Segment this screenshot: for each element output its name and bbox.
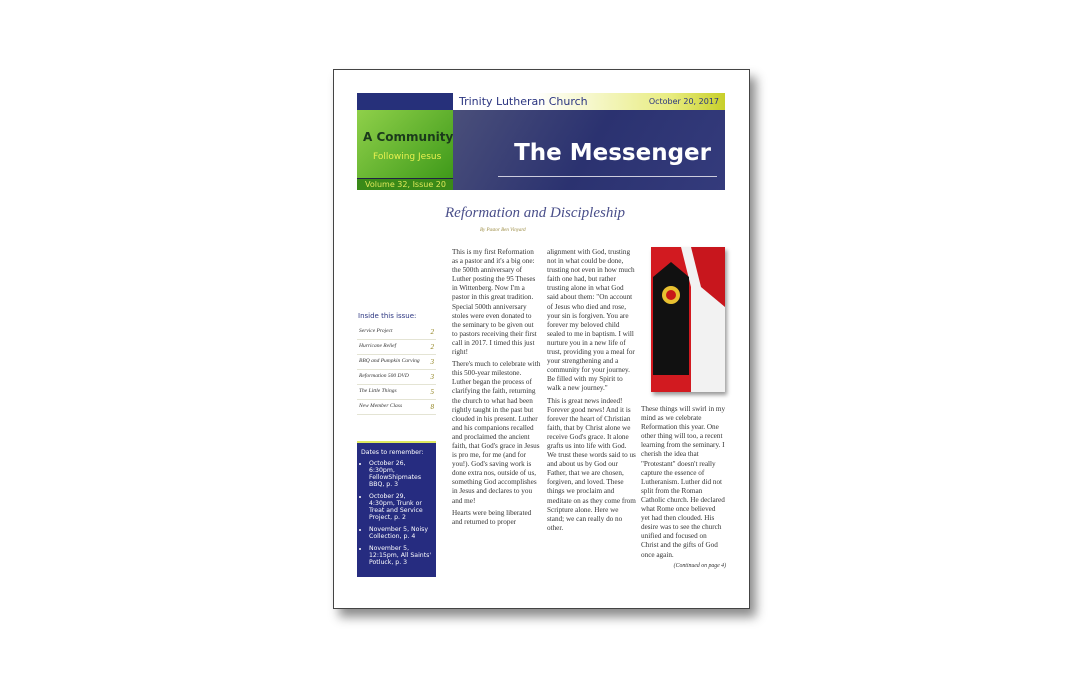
- date-item: • October 29, 4:30pm, Trunk or Treat and Service Project, p. 2: [369, 493, 432, 521]
- masthead-photo: [453, 110, 725, 190]
- toc-page: 3: [428, 355, 436, 370]
- stole-image: [651, 247, 725, 392]
- date-item: • November 5, 12:15pm, All Saints' Potluck, p. 3: [369, 545, 432, 566]
- article-column-3: [641, 405, 726, 569]
- toc-row[interactable]: [357, 370, 436, 385]
- community-logo: [357, 110, 453, 178]
- date-item: • October 26, 6:30pm, FellowShipmates BBQ, p. 3: [369, 460, 432, 488]
- dates-box: [357, 441, 436, 577]
- toc-page: 3: [428, 370, 436, 385]
- dates-title: Dates to remember:: [361, 449, 424, 456]
- toc-page: 5: [428, 385, 436, 400]
- masthead-corner: [357, 93, 453, 110]
- article-column-2: [547, 248, 636, 536]
- community-text: A Community: [363, 130, 454, 144]
- paragraph: There's much to celebrate with this 500-year milestone. Luther began the process of clarifying the faith, returning the church to what had been rightly taught in the past but clouded in his present. Luther and his companions recalled and proclaimed the ancient faith, that God's grace in Jesus is pro me, for me (and for you!). God's saving work is done extra nos, outside of us, something God accomplishes in Jesus and declares to you and me!: [452, 360, 541, 505]
- inside-title: Inside this issue:: [358, 312, 417, 320]
- toc-table: [357, 325, 436, 415]
- toc-page: 2: [428, 340, 436, 355]
- article-column-1: [452, 248, 541, 530]
- toc-title: Hurricane Relief: [357, 340, 428, 355]
- toc-page: 8: [428, 400, 436, 415]
- masthead: [357, 93, 725, 190]
- paragraph: This is my first Reformation as a pastor and it's a big one: the 500th anniversary of Luther posting the 95 Theses in Wittenberg. Now I'm a pastor in this great tradition. Special 500th anniversary stoles were even donated to the seminary to be given out to pastors receiving their first call in 2017. I timed this just right!: [452, 248, 537, 357]
- toc-row[interactable]: [357, 340, 436, 355]
- paragraph: This is great news indeed! Forever good news! And it is forever the heart of Christian faith, that by Christ alone we receive God's grace. It alone grafts us into life with God. We trust these words said to us and about us by God our Father, that we are chosen, forgiven, and loved. These things we proclaim and meditate on as they come from Scripture alone. Here we stand; we can really do no other.: [547, 396, 636, 532]
- toc-title: The Little Things: [357, 385, 428, 400]
- church-name: Trinity Lutheran Church: [459, 95, 588, 108]
- following-text: Following Jesus: [373, 152, 442, 162]
- toc-page: 2: [428, 325, 436, 340]
- toc-title: Reformation 500 DVD: [357, 370, 428, 385]
- paragraph: These things will swirl in my mind as we celebrate Reformation this year. One other thing will too, a recent learning from the seminary. I cherish the idea that "Protestant" doesn't really capture the essence of Lutheranism. Luther did not split from the Roman Catholic church. He declared what Rome once believed yet had then clouded. His desire was to see the church unified and focused on Christ and the gifts of God once again.: [641, 405, 726, 559]
- masthead-title: The Messenger: [514, 140, 711, 166]
- continued-note: (Continued on page 4): [673, 562, 726, 569]
- masthead-rule: [498, 176, 717, 177]
- toc-row[interactable]: [357, 385, 436, 400]
- toc-row[interactable]: [357, 400, 436, 415]
- article-title: Reformation and Discipleship: [445, 205, 625, 221]
- toc-row[interactable]: [357, 355, 436, 370]
- paragraph: Hearts were being liberated and returned to proper: [452, 508, 532, 526]
- volume-label: Volume 32, Issue 20: [357, 178, 453, 190]
- paragraph: alignment with God, trusting not in what could be done, trusting not even in how much faith one had, but rather trusting alone in what God said about them: "On account of Jesus who died and rose, your sin is forgiven. You are forever my beloved child sealed to me in baptism. I will nurture you in a new life of trust, providing you a meal for your strengthening and a community for your journey. Be filled with my Spirit to walk a new journey.": [547, 248, 635, 393]
- toc-title: Service Project: [357, 325, 428, 340]
- church-bar: [453, 93, 725, 110]
- toc-title: BBQ and Pumpkin Carving: [357, 355, 428, 370]
- article-byline: By Pastor Ben Vinyard: [480, 228, 526, 233]
- issue-date: October 20, 2017: [648, 97, 719, 106]
- toc-title: New Member Class: [357, 400, 428, 415]
- toc-row[interactable]: [357, 325, 436, 340]
- date-item: • November 5, Noisy Collection, p. 4: [369, 526, 432, 540]
